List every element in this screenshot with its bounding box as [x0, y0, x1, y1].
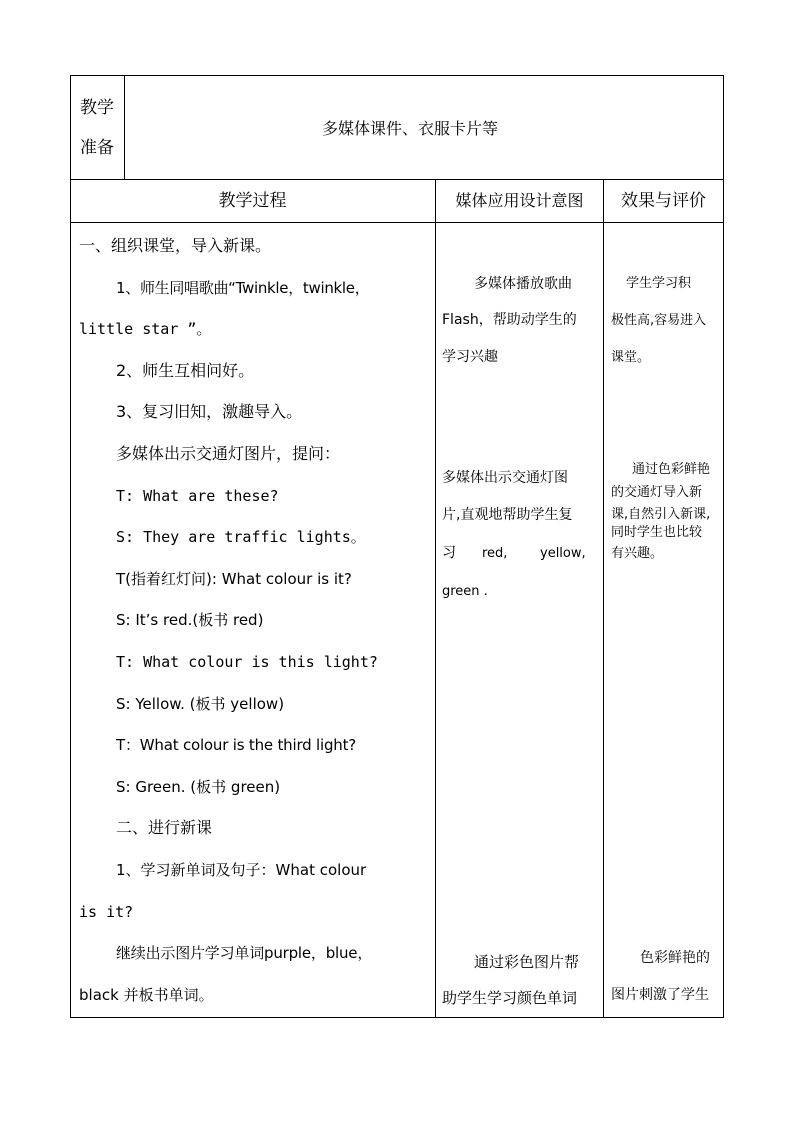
effect-note-2-line: 有兴趣。 — [611, 546, 664, 561]
prep-label-line1: 教学 — [80, 98, 114, 118]
media-note-2-line: red, — [482, 546, 508, 561]
effect-note-1-line: 极性高,容易进入 — [611, 313, 707, 328]
process-line: 多媒体出示交通灯图片，提问： — [116, 444, 341, 463]
process-line: 1、学习新单词及句子：What colour — [116, 861, 367, 879]
effect-note-2-line: 通过色彩鲜艳 — [632, 462, 711, 477]
table-border-bottom — [70, 1017, 724, 1018]
media-note-2-line: green . — [442, 584, 488, 599]
process-line: T: What are these? — [116, 487, 279, 505]
process-line: little star ”。 — [79, 320, 212, 338]
process-line: 2、师生互相问好。 — [116, 361, 255, 380]
effect-note-3-line: 图片刺激了学生 — [611, 987, 709, 1003]
prep-label-line2: 准备 — [80, 138, 114, 158]
media-note-2-line: 多媒体出示交通灯图 — [442, 470, 568, 486]
process-line: S: Green. (板书 green) — [116, 778, 281, 796]
prep-content: 多媒体课件、衣服卡片等 — [322, 119, 499, 138]
effect-note-2-line: 同时学生也比较 — [611, 525, 703, 540]
table-border-left — [70, 75, 71, 1018]
process-line: 继续出示图片学习单词purple，blue， — [116, 944, 373, 962]
table-border-right — [723, 75, 724, 1018]
process-line: S: They are traffic lights。 — [116, 528, 366, 546]
media-note-3-line: 助学生学习颜色单词 — [442, 989, 578, 1007]
header-effect: 效果与评价 — [621, 191, 706, 211]
media-note-2-line: 片,直观地帮助学生复 — [442, 507, 573, 523]
process-line: S: Yellow. (板书 yellow) — [116, 695, 285, 713]
process-line: S: It’s red.(板书 red) — [116, 611, 264, 629]
media-note-1-line: Flash，帮助动学生的 — [442, 312, 577, 328]
process-line: 二、进行新课 — [116, 818, 213, 837]
process-line: T: What colour is this light? — [116, 653, 378, 671]
media-note-1-line: 多媒体播放歌曲 — [474, 276, 572, 292]
process-line: 3、复习旧知，激趣导入。 — [116, 402, 303, 421]
media-effect-divider — [603, 179, 604, 1018]
table-border-top — [70, 75, 724, 76]
prep-label-divider — [124, 75, 125, 180]
header-process: 教学过程 — [218, 191, 287, 211]
effect-note-2-line: 课,自然引入新课, — [611, 507, 711, 522]
effect-note-1-line: 学生学习积 — [626, 276, 692, 291]
process-line: 一、组织课堂，导入新课。 — [79, 236, 272, 255]
effect-note-2-line: 的交通灯导入新 — [611, 485, 703, 500]
header-media: 媒体应用设计意图 — [455, 191, 584, 210]
process-line: black 并板书单词。 — [79, 986, 214, 1004]
media-note-1-line: 学习兴趣 — [442, 349, 498, 365]
media-note-2-line: yellow, — [540, 546, 586, 561]
process-line: T(指着红灯问): What colour is it? — [116, 570, 352, 588]
process-media-divider — [435, 179, 436, 1018]
table-divider-header — [70, 222, 724, 223]
effect-note-3-line: 色彩鲜艳的 — [640, 950, 710, 966]
process-line: 1、师生同唱歌曲“Twinkle，twinkle， — [116, 279, 370, 297]
process-line: is it? — [79, 903, 134, 921]
process-line: T：What colour is the third light? — [116, 736, 357, 754]
effect-note-1-line: 课堂。 — [611, 350, 651, 365]
media-note-2-line: 习 — [442, 545, 456, 561]
table-divider-prep — [70, 179, 724, 180]
media-note-3-line: 通过彩色图片帮 — [474, 953, 580, 971]
